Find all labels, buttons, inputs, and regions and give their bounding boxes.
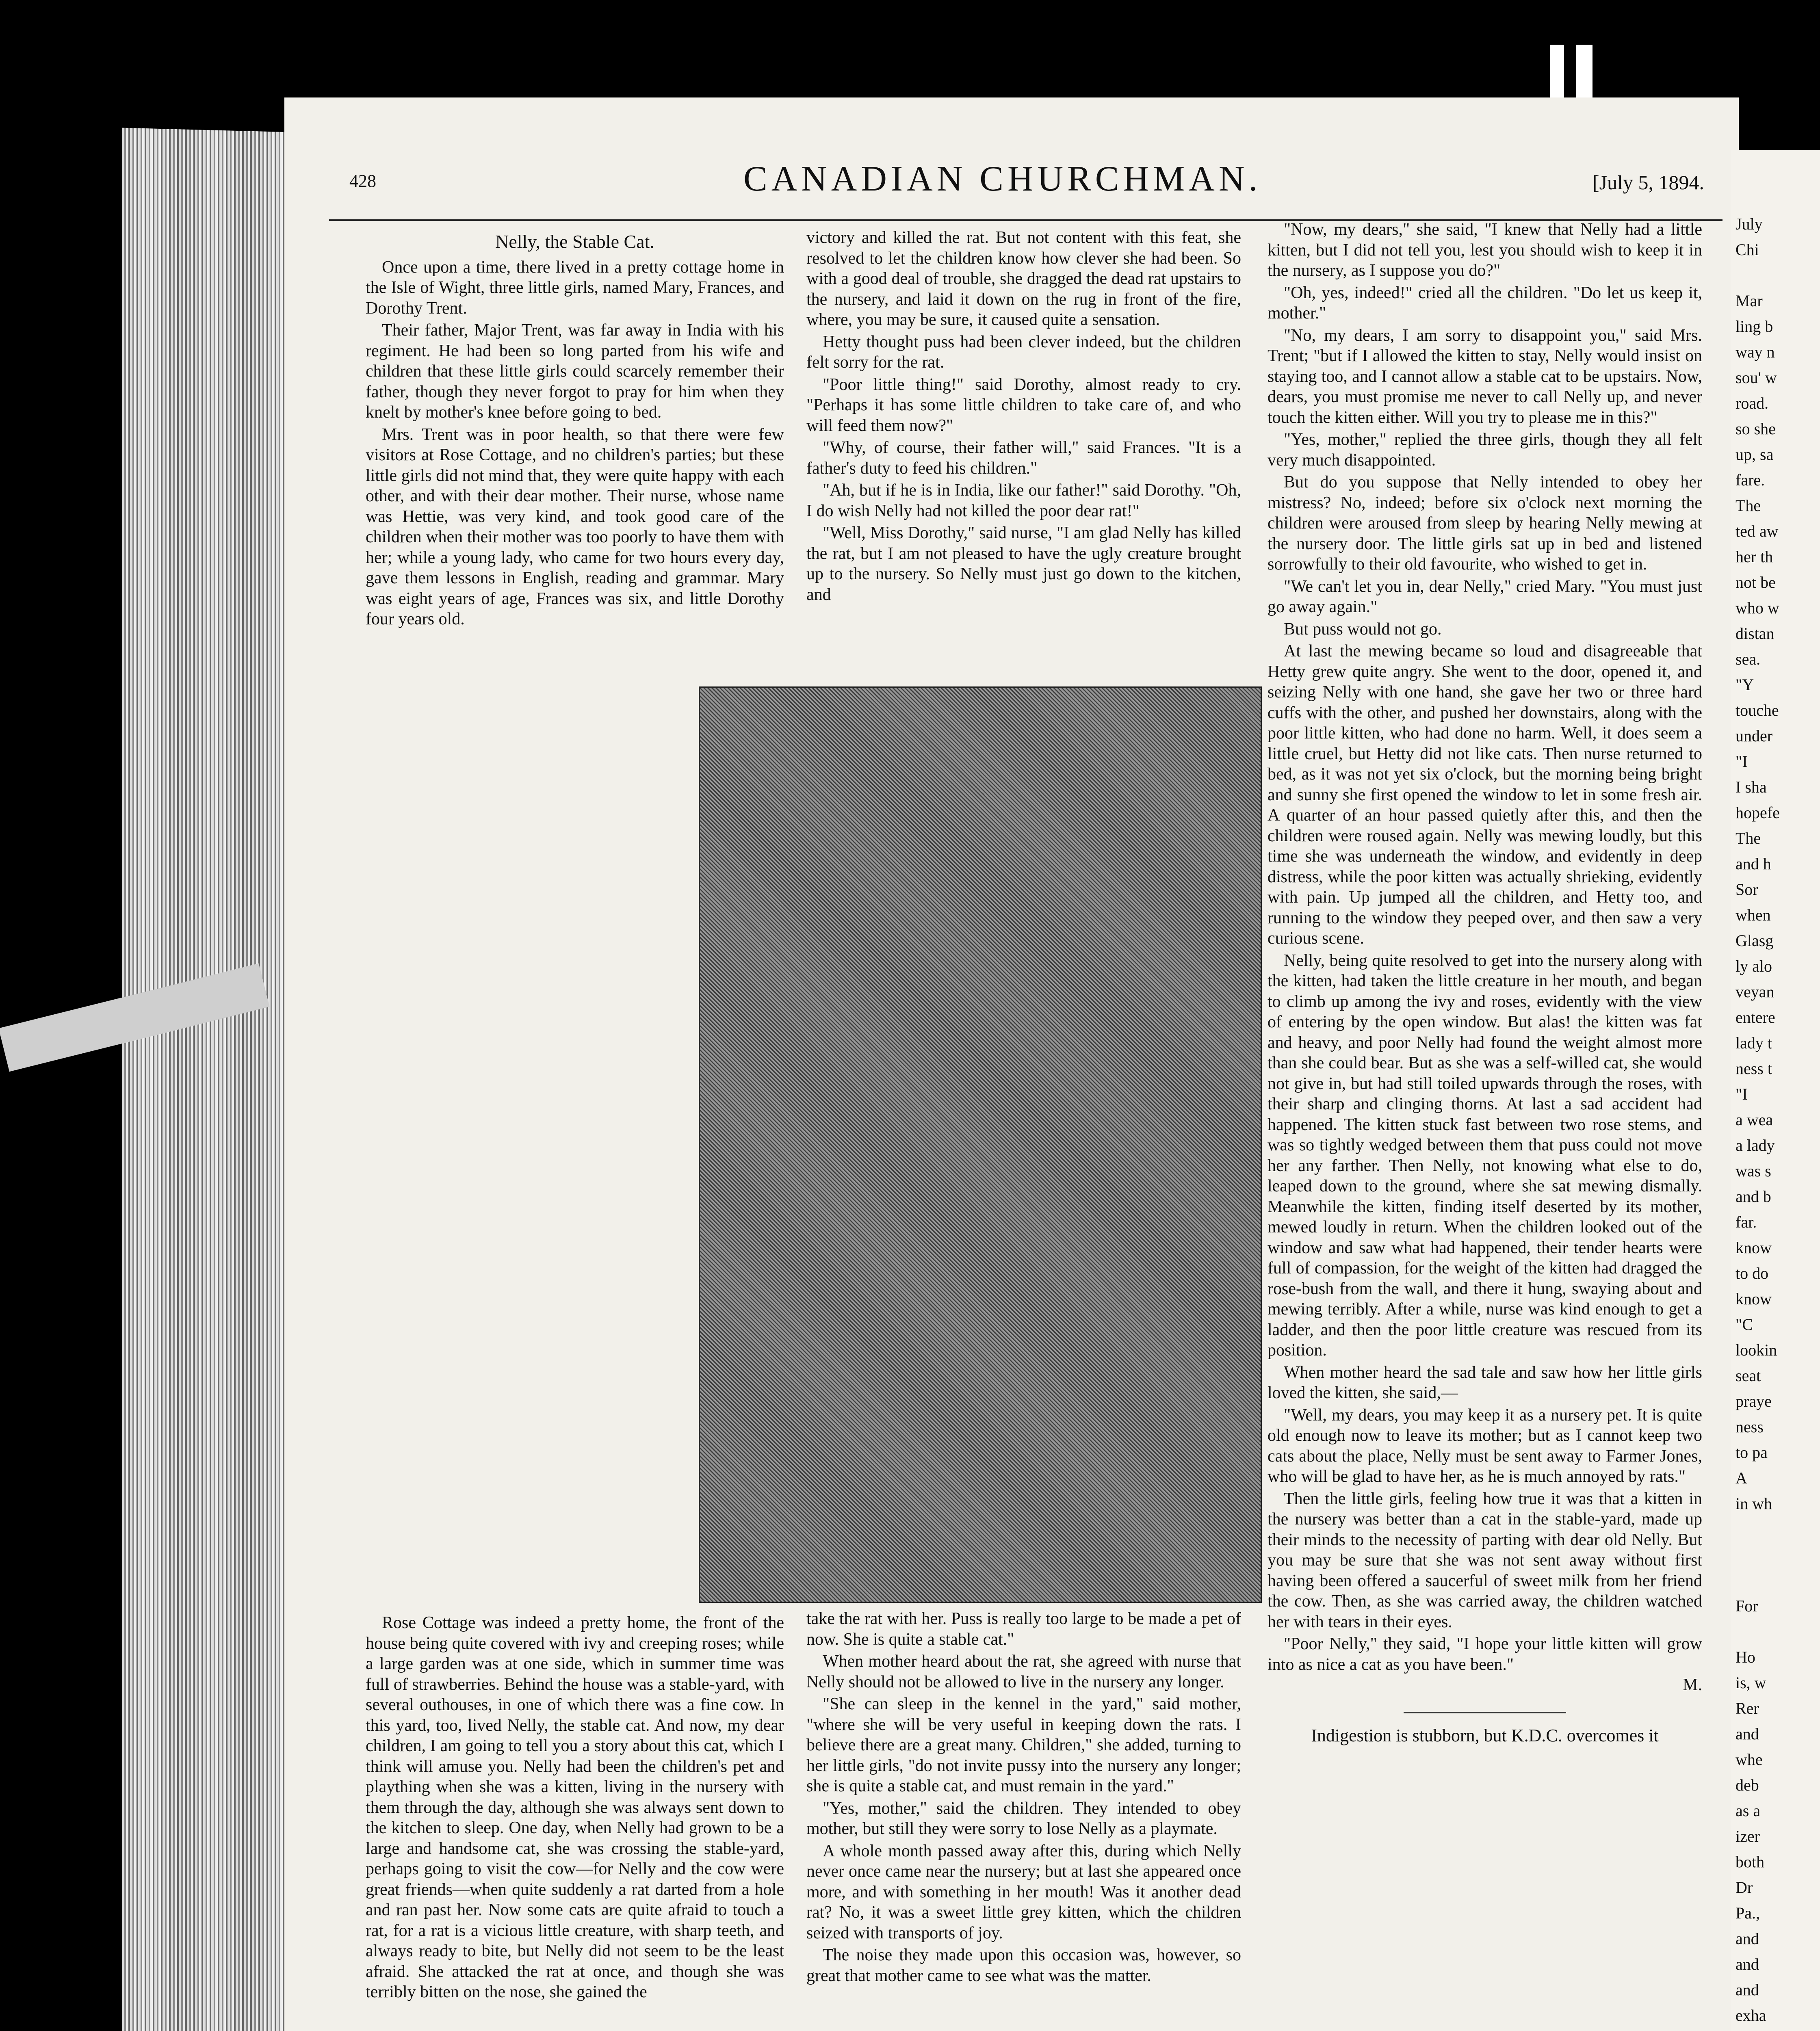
facing-page-line: and: [1736, 1725, 1759, 1743]
facing-page-line: to do: [1736, 1264, 1769, 1282]
column-1-top: [366, 232, 784, 630]
paragraph: At last the mewing became so loud and disagreeable that Hetty grew quite angry. She went to the door, opened it, and seizing Nelly with one hand, she gave her two or three hard cuffs with the other, and pushed her downstairs, along with the poor little kitten, who had done no harm. Well, it does seem a little cruel, but Hetty did not like cats. Then nurse returned to bed, as it was not yet six o'clock, but the morning being bright and sunny she first opened the window to let in some fresh air. A quarter of an hour passed quietly after this, and then the children were roused again. Nelly was mewing loudly, but this time she was underneath the window, and evidently in deep distress, while the poor kitten was actually shrieking, evidently with pain. Up jumped all the children, and Hetty too, and running to the window they peeped over, and then saw a very curious scene.: [1268, 642, 1702, 948]
facing-page-line: to pa: [1736, 1443, 1768, 1462]
facing-page-line: as a: [1736, 1801, 1761, 1820]
facing-page-line: road.: [1736, 394, 1769, 412]
facing-page-line: entere: [1736, 1008, 1775, 1026]
facing-page-line: Dr: [1736, 1878, 1753, 1897]
facing-page-line: For: [1736, 1597, 1758, 1615]
paragraph: victory and killed the rat. But not content with this feat, she resolved to let the children know how clever she had been. So with a good deal of trouble, she dragged the dead rat upstairs to the nursery, and laid it down on the rug in front of the fire, where, you may be sure, it caused quite a sensation.: [806, 228, 1241, 329]
facing-page-line: when: [1736, 906, 1771, 924]
facing-page-line: Sor: [1736, 880, 1758, 899]
facing-page-line: [1736, 1619, 1780, 1644]
column-2-bottom: [806, 1609, 1241, 1986]
paragraph: The noise they made upon this occasion was, however, so great that mother came to see what was the matter.: [806, 1946, 1241, 1985]
facing-page-line: Ho: [1736, 1648, 1755, 1666]
facing-page-line: seat: [1736, 1366, 1761, 1385]
paragraph: "Ah, but if he is in India, like our father!" said Dorothy. "Oh, I do wish Nelly had not killed the poor dear rat!": [806, 481, 1241, 520]
paragraph: Mrs. Trent was in poor health, so that there were few visitors at Rose Cottage, and no children's parties; but these little girls did not mind that, they were quite happy with each other, and with their dear mother. Their nurse, whose name was Hettie, was very kind, and took good care of the children when their mother was too poorly to have them with her; while a young lady, who came for two hours every day, gave them lessons in English, reading and grammar. Mary was eight years of age, Frances was six, and little Dorothy four years old.: [366, 425, 784, 628]
paragraph: "No, my dears, I am sorry to disappoint you," said Mrs. Trent; "but if I allowed the kitten to stay, Nelly would insist on staying too, and I cannot allow a stable cat to be upstairs. Now, dears, you must promise me never to call Nelly up, and never touch the kitten either. Will you try to please me in this?": [1268, 326, 1702, 427]
paragraph: take the rat with her. Puss is really too large to be made a pet of now. She is quite a stable cat.": [806, 1609, 1241, 1649]
facing-page-line: way n: [1736, 343, 1775, 361]
paragraph: "Poor Nelly," they said, "I hope your little kitten will grow into as nice a cat as you have been.": [1268, 1635, 1702, 1674]
advert-divider: [1404, 1712, 1566, 1713]
facing-page-line: know: [1736, 1239, 1772, 1257]
paragraph: "Well, my dears, you may keep it as a nursery pet. It is quite old enough now to leave its mother; but as I cannot keep two cats about the place, Nelly must be sent away to Farmer Jones, who will be glad to have her, as he is much annoyed by rats.": [1268, 1405, 1702, 1486]
issue-date: [July 5, 1894.: [1592, 171, 1704, 194]
facing-page-line: was s: [1736, 1162, 1771, 1180]
advertisement: Indigestion is stubborn, but K.D.C. overcomes it: [1311, 1725, 1659, 1745]
facing-page-line: in wh: [1736, 1494, 1772, 1513]
facing-page-line: hopefe: [1736, 803, 1780, 822]
facing-page-line: Mar: [1736, 292, 1763, 310]
facing-page-line: [1736, 2028, 1780, 2031]
facing-page-line: izer: [1736, 1827, 1760, 1845]
paragraph: Hetty thought puss had been clever indeed, but the children felt sorry for the rat.: [806, 332, 1241, 372]
paragraph: Once upon a time, there lived in a pretty cottage home in the Isle of Wight, three little girls, named Mary, Frances, and Dorothy Trent.: [366, 258, 784, 318]
paragraph: "Why, of course, their father will," said Frances. "It is a father's duty to feed his children.": [806, 438, 1241, 478]
facing-page-line: Rer: [1736, 1699, 1759, 1717]
facing-page-line: ling b: [1736, 317, 1773, 336]
facing-page-line: "I: [1736, 1085, 1748, 1103]
paragraph: Then the little girls, feeling how true it was that a kitten in the nursery was better than a cat in the stable-yard, made up their minds to the necessity of parting with dear old Nelly. But you may be sure that she was not sent away without first having been offered a saucerful of sweet milk from her friend the cow. Then, as she was carried away, the children watched her with tears in their eyes.: [1268, 1489, 1702, 1631]
facing-page-line: so she: [1736, 420, 1776, 438]
paragraph: When mother heard the sad tale and saw how her little girls loved the kitten, she said,—: [1268, 1363, 1702, 1402]
facing-page-line: sea.: [1736, 650, 1761, 668]
facing-page-line: ted aw: [1736, 522, 1779, 540]
illustration-girl-with-cat: [699, 686, 1262, 1603]
facing-page-line: a wea: [1736, 1111, 1773, 1129]
paragraph: "Yes, mother," replied the three girls, though they all felt very much disappointed.: [1268, 430, 1702, 470]
facing-page-line: ness t: [1736, 1059, 1772, 1078]
facing-page-line: a lady: [1736, 1136, 1775, 1154]
facing-page-line: Glasg: [1736, 931, 1774, 950]
paragraph: "She can sleep in the kennel in the yard," said mother, "where she will be very useful in keeping down the rats. I believe there are a great many. Children," she added, turning to her little girls, "do not invite pussy into the nursery any longer; she is quite a stable cat, and must remain in the yard.": [806, 1695, 1241, 1795]
facing-page-line: ly alo: [1736, 957, 1772, 975]
facing-page-line: Pa.,: [1736, 1904, 1760, 1922]
facing-page-line: and h: [1736, 855, 1771, 873]
facing-page-line: and: [1736, 1929, 1759, 1948]
facing-page-line: and: [1736, 1955, 1759, 1973]
paragraph: Their father, Major Trent, was far away in India with his regiment. He had been so long parted from his wife and children that these little girls could scarcely remember their father, though they never forgot to pray for him when they knelt by mother's knee before going to bed.: [366, 321, 784, 422]
facing-page-line: under: [1736, 727, 1773, 745]
facing-page-line: touche: [1736, 701, 1779, 719]
facing-page-line: know: [1736, 1290, 1772, 1308]
column-3: [1268, 219, 1702, 1746]
column-1-bottom: [366, 1613, 784, 2003]
paragraph: But do you suppose that Nelly intended to obey her mistress? No, indeed; before six o'clock next morning the children were aroused from sleep by hearing Nelly mewing at the nursery door. The little girls sat up in bed and listened sorrowfully to their old favourite, who wished to get in.: [1268, 473, 1702, 574]
author-signature: M.: [1683, 1676, 1702, 1694]
facing-page-line: ness: [1736, 1418, 1764, 1436]
page-header: [284, 158, 1706, 207]
facing-page-line: [1736, 1568, 1780, 1593]
paragraph: "Poor little thing!" said Dorothy, almost ready to cry. "Perhaps it has some little children to take care of, and who will feed them now?": [806, 375, 1241, 435]
paragraph: But puss would not go.: [1284, 619, 1442, 639]
paragraph: "Now, my dears," she said, "I knew that Nelly had a little kitten, but I did not tell you, lest you should wish to keep it in the nursery, as I suppose you do?": [1268, 220, 1702, 280]
page-number: 428: [349, 171, 376, 191]
facing-page-line: [1736, 262, 1780, 288]
facing-page-line: [1736, 1542, 1780, 1568]
facing-page-line: The: [1736, 829, 1761, 847]
facing-page-line: "I: [1736, 752, 1748, 771]
facing-page-line: up, sa: [1736, 445, 1774, 463]
facing-page-line: both: [1736, 1853, 1765, 1871]
story-title: Nelly, the Stable Cat.: [495, 231, 654, 252]
facing-page-line: sou' w: [1736, 368, 1777, 387]
paragraph: "Well, Miss Dorothy," said nurse, "I am glad Nelly has killed the rat, but I am not pleased to have the ugly creature brought up to the nursery. So Nelly must just go down to the kitchen, and: [806, 524, 1241, 604]
facing-page-line: A: [1736, 1469, 1747, 1487]
facing-page-text: [1736, 211, 1780, 2031]
journal-title: CANADIAN CHURCHMAN.: [743, 159, 1262, 199]
facing-page-line: whe: [1736, 1750, 1763, 1769]
facing-page-line: distan: [1736, 624, 1774, 643]
paragraph: "Yes, mother," said the children. They intended to obey mother, but still they were sorry to lose Nelly as a playmate.: [806, 1799, 1241, 1838]
facing-page-line: not be: [1736, 573, 1776, 591]
newspaper-page: [284, 97, 1739, 2031]
facing-page-line: lady t: [1736, 1034, 1772, 1052]
facing-page-line: is, w: [1736, 1674, 1766, 1692]
facing-page-line: and b: [1736, 1187, 1771, 1206]
facing-page-line: her th: [1736, 548, 1773, 566]
paragraph: "We can't let you in, dear Nelly," cried Mary. "You must just go away again.": [1268, 577, 1702, 616]
facing-page-line: "C: [1736, 1315, 1753, 1334]
facing-page-line: and: [1736, 1981, 1759, 1999]
facing-page-line: "Y: [1736, 676, 1754, 694]
paragraph: Nelly, being quite resolved to get into the nursery along with the kitten, had taken the little creature in her mouth, and began to climb up among the ivy and roses, evidently with the view of entering by the open window. But alas! the kitten was fat and heavy, and poor Nelly had found the weight almost more than she could bear. But as she was a self-willed cat, she would not give in, but had still toiled upwards through the roses, with their sharp and clinging thorns. At last a sad accident had happened. The kitten stuck fast between two rose stems, and was so tightly wedged between them that puss could not move her any farther. Then Nelly, not knowing what else to do, leaped down to the ground, where she sat mewing dismally. Meanwhile the kitten, finding itself deserted by its mother, mewed loudly in return. When the children looked out of the window and saw what had happened, their tender hearts were full of compassion, for the weight of the kitten had dragged the rose-bush from the wall, and there it hung, swaying about and mewing terribly. After a while, nurse was kind enough to get a ladder, and then the poor little creature was rescued from its position.: [1268, 951, 1702, 1360]
facing-page-line: The: [1736, 496, 1761, 515]
column-2-top: [806, 227, 1241, 605]
facing-page-line: [1736, 1516, 1780, 1542]
paragraph: A whole month passed away after this, during which Nelly never once came near the nursery; but at last she appeared once more, and with something in her mouth! Was it another dead rat? No, it was a sweet little grey kitten, which the children seized with transports of joy.: [806, 1841, 1241, 1942]
paragraph: When mother heard about the rat, she agreed with nurse that Nelly should not be allowed to live in the nursery any longer.: [806, 1652, 1241, 1691]
paragraph: "Oh, yes, indeed!" cried all the children. "Do let us keep it, mother.": [1268, 283, 1702, 323]
facing-page-line: July: [1736, 215, 1763, 233]
book-page-edges: [122, 128, 292, 2031]
facing-page-fragment: [1731, 150, 1820, 2031]
facing-page-line: praye: [1736, 1392, 1772, 1410]
paragraph: Rose Cottage was indeed a pretty home, the front of the house being quite covered with ivy and creeping roses; while a large garden was at one side, which in summer time was full of strawberries. Behind the house was a stable-yard, with several outhouses, in one of which there was a fine cow. In this yard, too, lived Nelly, the stable cat. And now, my dear children, I am going to tell you a story about this cat, which I think will amuse you. Nelly had been the children's pet and plaything when she was a kitten, living in the nursery with them through the day, although she was always sent down to the kitchen to sleep. One day, when Nelly had grown to be a large and handsome cat, she was crossing the stable-yard, perhaps going to visit the cow—for Nelly and the cow were great friends—when quite suddenly a rat darted from a hole and ran past her. Now some cats are quite afraid to touch a rat, for a rat is a vicious little creature, with sharp teeth, and always ready to bite, but Nelly did not seem to be the least afraid. She attacked the rat at once, and though she was terribly bitten on the nose, she gained the: [366, 1613, 784, 2001]
facing-page-line: Chi: [1736, 240, 1759, 259]
facing-page-line: lookin: [1736, 1341, 1777, 1359]
facing-page-line: far.: [1736, 1213, 1757, 1231]
facing-page-line: I sha: [1736, 778, 1767, 796]
facing-page-line: fare.: [1736, 471, 1765, 489]
facing-page-line: exha: [1736, 2006, 1766, 2025]
facing-page-line: who w: [1736, 599, 1779, 617]
facing-page-line: veyan: [1736, 983, 1774, 1001]
facing-page-line: deb: [1736, 1776, 1759, 1794]
